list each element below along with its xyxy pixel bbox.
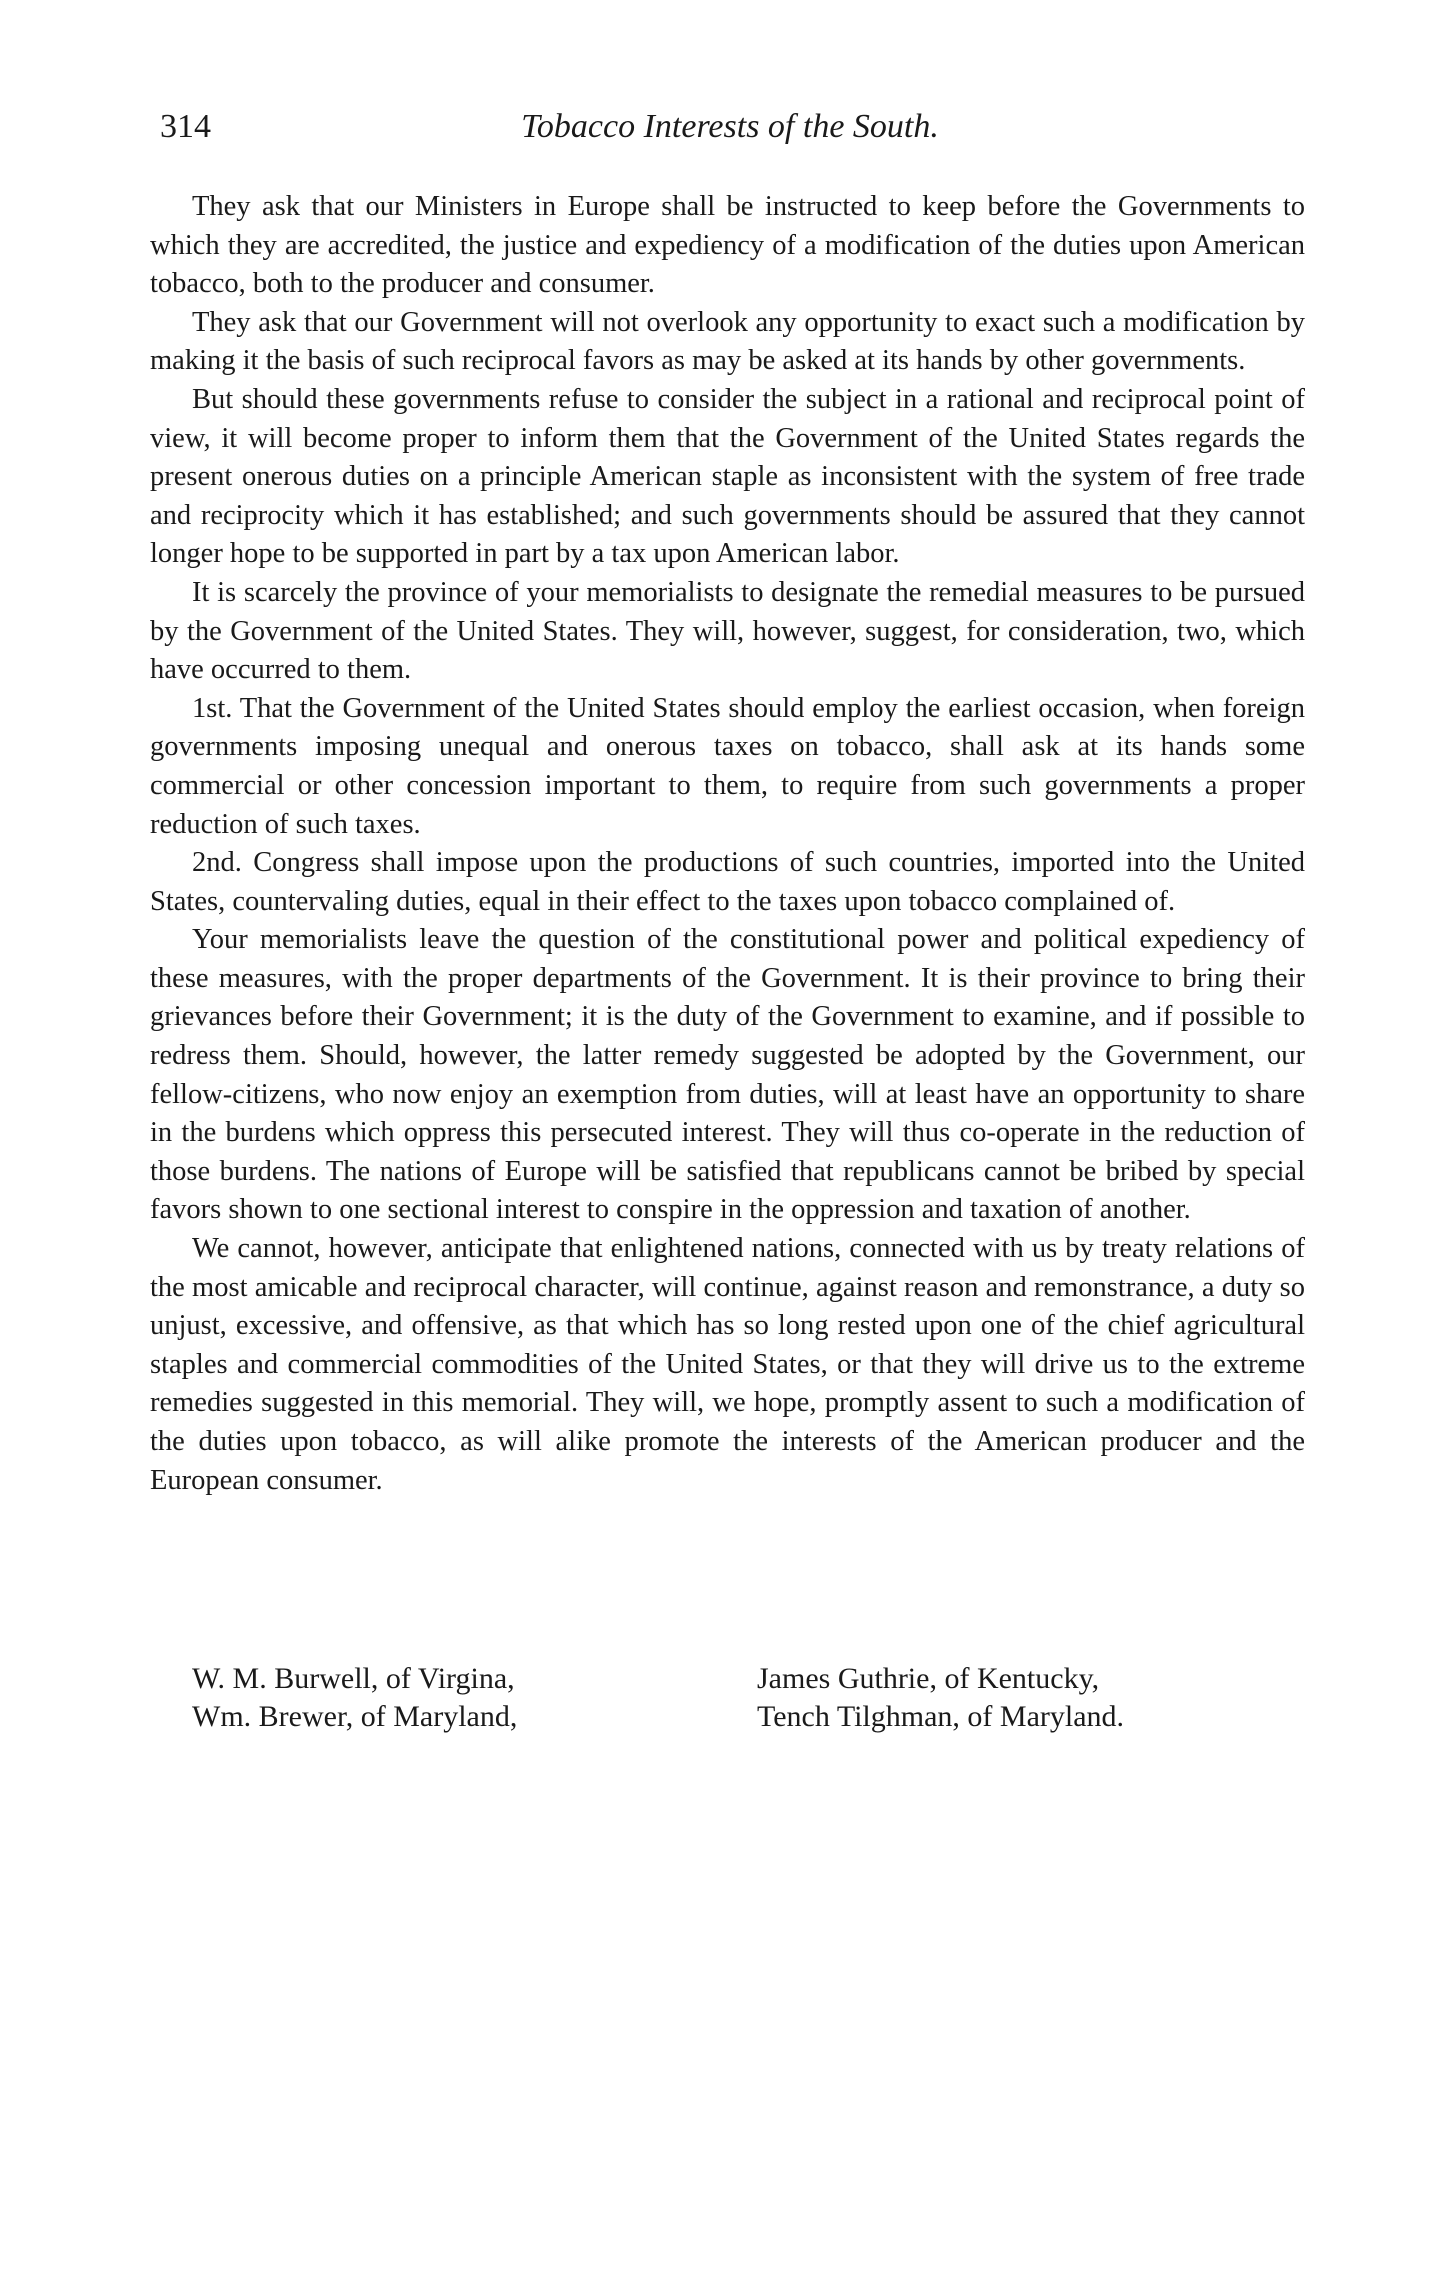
- signature-burwell: W. M. Burwell, of Virgina,: [192, 1662, 515, 1695]
- page-header: [160, 108, 1300, 158]
- paragraph: They ask that our Government will not overlook any opportunity to exact such a modification by making it the basis of such reciprocal favors as may be asked at its hands by other governments.: [150, 306, 1305, 377]
- paragraph: But should these governments refuse to consider the subject in a rational and reciprocal point of view, it will become proper to inform them that the Government of the United States regards the present onerous duties on a principle American staple as inconsistent with the system of free trade and reciprocity which it has established; and such governments should be assured that they cannot longer hope to be supported in part by a tax upon American labor.: [150, 383, 1305, 570]
- paragraph: 1st. That the Government of the United States should employ the earliest occasion, when foreign governments imposing unequal and onerous taxes on tobacco, shall ask at its hands some commercial or other concession important to them, to require from such governments a proper reduction of such taxes.: [150, 692, 1305, 840]
- running-title: Tobacco Interests of the South.: [521, 108, 939, 145]
- signature-guthrie: James Guthrie, of Kentucky,: [757, 1662, 1100, 1695]
- body-text: [150, 188, 1305, 1500]
- page-number: 314: [160, 108, 211, 145]
- paragraph: We cannot, however, anticipate that enlightened nations, connected with us by treaty relations of the most amicable and reciprocal character, will continue, against reason and remonstrance, a duty so unjust, excessive, and offensive, as that which has so long rested upon one of the chief agricultural staples and commercial commodities of the United States, or that they will drive us to the extreme remedies suggested in this memorial. They will, we hope, promptly assent to such a modification of the duties upon tobacco, as will alike promote the interests of the American producer and the European consumer.: [150, 1233, 1305, 1496]
- paragraph: 2nd. Congress shall impose upon the productions of such countries, imported into the United States, countervaling duties, equal in their effect to the taxes upon tobacco complained of.: [150, 847, 1305, 917]
- signature-brewer: Wm. Brewer, of Maryland,: [192, 1700, 518, 1733]
- paragraph: They ask that our Ministers in Europe shall be instructed to keep before the Governments to which they are accredited, the justice and expediency of a modification of the duties upon American tobacco, both to the producer and consumer.: [150, 191, 1305, 300]
- signature-tilghman: Tench Tilghman, of Maryland.: [757, 1700, 1125, 1733]
- paragraph: It is scarcely the province of your memorialists to designate the remedial measures to be pursued by the Government of the United States. They will, however, suggest, for consideration, two, which have occurred to them.: [150, 576, 1305, 686]
- signature-row: [192, 1660, 1302, 1698]
- signature-block: [192, 1660, 1302, 1736]
- paragraph: Your memorialists leave the question of the constitutional power and political expediency of these measures, with the proper departments of the Government. It is their province to bring their grievances before their Government; it is the duty of the Government to examine, and if possible to redress them. Should, however, the latter remedy suggested be adopted by the Government, our fellow-citizens, who now enjoy an exemption from duties, will at least have an opportunity to share in the burdens which oppress this persecuted interest. They will thus co-operate in the reduction of those burdens. The nations of Europe will be satisfied that republicans cannot be bribed by special favors shown to one sectional interest to conspire in the oppression and taxation of another.: [150, 924, 1305, 1226]
- signature-row: [192, 1698, 1302, 1736]
